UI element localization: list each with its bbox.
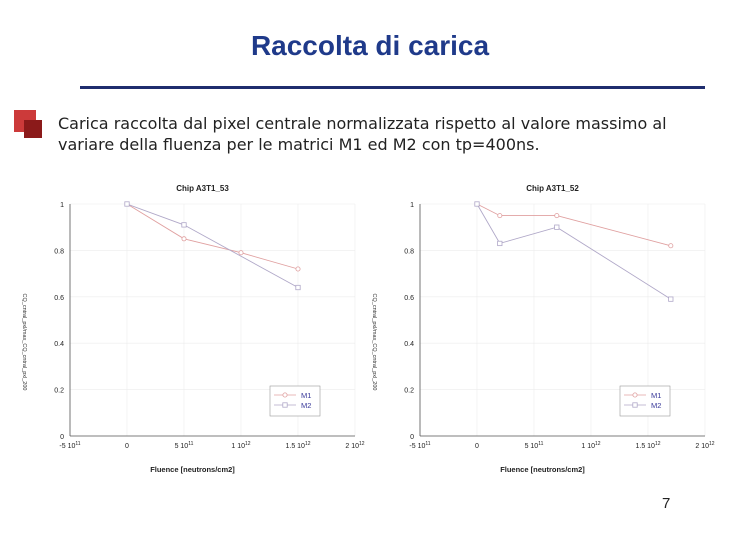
chart-title: Chip A3T1_53: [176, 184, 229, 193]
legend-label-m2: M2: [651, 401, 662, 410]
data-point-m1: [239, 251, 243, 255]
x-axis-label: Fluence [neutrons/cm2]: [500, 465, 585, 474]
data-point-m1: [182, 237, 186, 241]
data-point-m2: [475, 202, 479, 206]
x-tick-label: 0: [475, 443, 479, 450]
slide-title: Raccolta di carica: [250, 30, 490, 61]
y-tick-label: 0.6: [54, 294, 64, 302]
data-point-m2: [669, 297, 673, 301]
data-point-m1: [296, 267, 300, 271]
x-axis-label: Fluence [neutrons/cm2]: [150, 465, 235, 474]
x-tick-label: 1 $10^{12}$: [231, 441, 251, 450]
x-tick-label: 5 $10^{11}$: [524, 441, 544, 450]
chart-chip-a3t1-53: [10, 172, 365, 482]
page-number: 7: [662, 495, 671, 512]
legend-box: [270, 386, 320, 416]
x-tick-label: 1.5 $10^{12}$: [285, 441, 311, 450]
y-tick-label: 0.4: [54, 341, 64, 349]
legend-label-m1: M1: [651, 391, 662, 400]
series-line-m2: [477, 204, 671, 299]
x-tick-label: 1 $10^{12}$: [581, 441, 601, 450]
y-tick-label: 1: [410, 202, 414, 209]
data-point-m2: [555, 225, 559, 229]
x-tick-label: -5 $10^{11}$: [59, 441, 81, 450]
data-point-m1: [555, 214, 559, 218]
slide-body-text: Carica raccolta dal pixel centrale normalizzata rispetto al valore massimo al variare della fluenza per le matrici M1 ed M2 con tp=400ns.: [58, 114, 667, 154]
y-tick-label: 0: [410, 434, 414, 441]
data-point-m2: [125, 202, 129, 206]
title-underline: [80, 86, 705, 89]
y-tick-label: 0.2: [54, 387, 64, 395]
y-tick-label: 0.6: [404, 294, 414, 302]
data-point-m1: [669, 244, 673, 248]
chart-title: Chip A3T1_52: [526, 184, 579, 193]
data-point-m1: [498, 214, 502, 218]
bullet-square-icon: [14, 110, 44, 140]
data-point-m2: [182, 223, 186, 227]
legend-label-m2: M2: [301, 401, 312, 410]
x-tick-label: 2 $10^{12}$: [345, 441, 365, 450]
x-tick-label: 1.5 $10^{12}$: [635, 441, 661, 450]
y-tick-label: 0.8: [404, 248, 414, 256]
y-tick-label: 0.2: [404, 387, 414, 395]
y-axis-label: CQ_cntral_pxl/max_CQ_cntral_pxl_200: [21, 293, 27, 391]
y-tick-label: 0: [60, 434, 64, 441]
series-line-m1: [477, 204, 671, 246]
y-tick-label: 1: [60, 202, 64, 209]
legend-label-m1: M1: [301, 391, 312, 400]
legend-box: [620, 386, 670, 416]
x-tick-label: 5 $10^{11}$: [174, 441, 194, 450]
x-tick-label: 0: [125, 443, 129, 450]
y-tick-label: 0.8: [54, 248, 64, 256]
x-tick-label: 2 $10^{12}$: [695, 441, 715, 450]
y-axis-label: CQ_cntral_pxl/max_CQ_cntral_pxl_200: [371, 293, 377, 391]
chart-chip-a3t1-52: [360, 172, 715, 482]
data-point-m2: [296, 285, 300, 289]
data-point-m2: [498, 241, 502, 245]
x-tick-label: -5 $10^{11}$: [409, 441, 431, 450]
y-tick-label: 0.4: [404, 341, 414, 349]
